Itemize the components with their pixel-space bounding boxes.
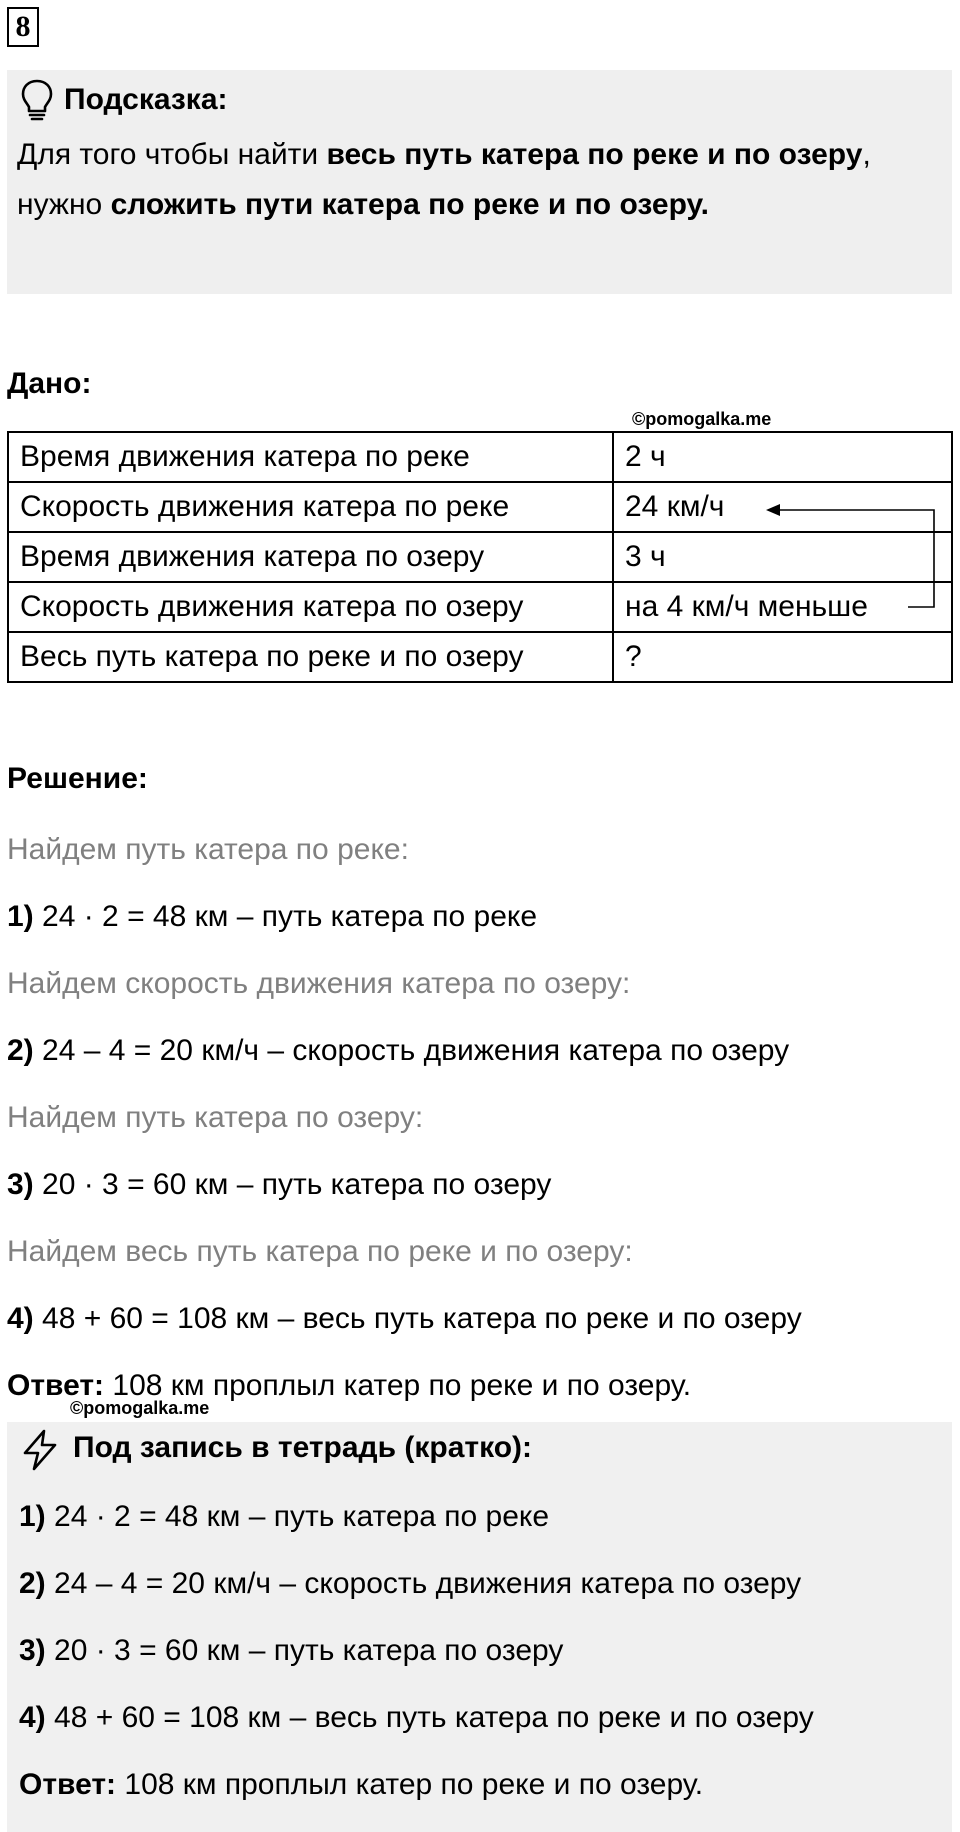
watermark-top: ©pomogalka.me xyxy=(632,409,772,429)
solution-hint-3: Найдем путь катера по озеру: xyxy=(7,1101,424,1134)
solution-hint-2: Найдем скорость движения катера по озеру: xyxy=(7,967,631,1000)
step-number: 2) xyxy=(19,1567,46,1600)
lightning-icon xyxy=(20,1428,60,1472)
table-row xyxy=(8,582,952,632)
short-step-2 xyxy=(19,1564,801,1604)
step-number: 3) xyxy=(7,1168,34,1201)
watermark-bottom: ©pomogalka.me xyxy=(70,1398,210,1418)
given-title: Дано: xyxy=(7,367,92,400)
given-table xyxy=(7,431,953,683)
table-cell-value: на 4 км/ч меньше xyxy=(613,582,952,632)
task-number: 8 xyxy=(7,7,39,47)
step-number: 4) xyxy=(19,1701,46,1734)
short-title: Под запись в тетрадь (кратко): xyxy=(73,1431,533,1464)
table-cell-label: Весь путь катера по реке и по озеру xyxy=(8,632,613,682)
lightbulb-icon xyxy=(20,78,54,122)
table-cell-value: 2 ч xyxy=(613,432,952,482)
table-row xyxy=(8,532,952,582)
table-cell-label: Скорость движения катера по озеру xyxy=(8,582,613,632)
step-text: 24 – 4 = 20 км/ч – скорость движения катера по озеру xyxy=(45,1567,802,1600)
table-row xyxy=(8,432,952,482)
table-cell-value: ? xyxy=(613,632,952,682)
hint-line-1-suffix: , xyxy=(862,138,871,171)
table-row xyxy=(8,482,952,532)
step-number: 1) xyxy=(7,900,34,933)
hint-line-1-bold: весь путь катера по реке и по озеру xyxy=(326,138,863,171)
answer-text: 108 км проплыл катер по реке и по озеру. xyxy=(116,1768,704,1801)
table-cell-value: 24 км/ч xyxy=(613,482,952,532)
table-cell-label: Время движения катера по озеру xyxy=(8,532,613,582)
step-text: 48 + 60 = 108 км – весь путь катера по реке и по озеру xyxy=(33,1302,802,1335)
solution-hint-1: Найдем путь катера по реке: xyxy=(7,833,409,866)
short-step-4 xyxy=(19,1698,814,1738)
table-cell-value: 3 ч xyxy=(613,532,952,582)
step-number: 4) xyxy=(7,1302,34,1335)
hint-text xyxy=(17,130,952,230)
table-row xyxy=(8,632,952,682)
solution-title: Решение: xyxy=(7,762,148,795)
step-number: 2) xyxy=(7,1034,34,1067)
step-text: 24 – 4 = 20 км/ч – скорость движения катера по озеру xyxy=(33,1034,790,1067)
step-text: 20 · 3 = 60 км – путь катера по озеру xyxy=(33,1168,552,1201)
hint-line-1 xyxy=(17,130,952,180)
hint-line-2-bold: сложить пути катера по реке и по озеру. xyxy=(110,188,709,221)
hint-title: Подсказка: xyxy=(64,83,228,116)
step-number: 3) xyxy=(19,1634,46,1667)
short-step-3 xyxy=(19,1631,563,1671)
step-text: 24 · 2 = 48 км – путь катера по реке xyxy=(45,1500,550,1533)
solution-step-3 xyxy=(7,1165,551,1205)
solution-step-2 xyxy=(7,1031,789,1071)
step-number: 1) xyxy=(19,1500,46,1533)
solution-hint-4: Найдем весь путь катера по реке и по озеру: xyxy=(7,1235,633,1268)
answer-label: Ответ: xyxy=(19,1768,117,1801)
hint-line-1-prefix: Для того чтобы найти xyxy=(17,138,327,171)
hint-line-2-prefix: нужно xyxy=(17,188,111,221)
hint-line-2 xyxy=(17,180,952,230)
short-answer xyxy=(19,1765,703,1805)
answer-text: 108 км проплыл катер по реке и по озеру. xyxy=(104,1369,692,1402)
step-text: 20 · 3 = 60 км – путь катера по озеру xyxy=(45,1634,564,1667)
solution-step-4 xyxy=(7,1299,802,1339)
step-text: 24 · 2 = 48 км – путь катера по реке xyxy=(33,900,538,933)
solution-step-1 xyxy=(7,897,537,937)
step-text: 48 + 60 = 108 км – весь путь катера по реке и по озеру xyxy=(45,1701,814,1734)
table-cell-label: Скорость движения катера по реке xyxy=(8,482,613,532)
answer-label: Ответ: xyxy=(7,1369,105,1402)
short-step-1 xyxy=(19,1497,549,1537)
table-cell-label: Время движения катера по реке xyxy=(8,432,613,482)
